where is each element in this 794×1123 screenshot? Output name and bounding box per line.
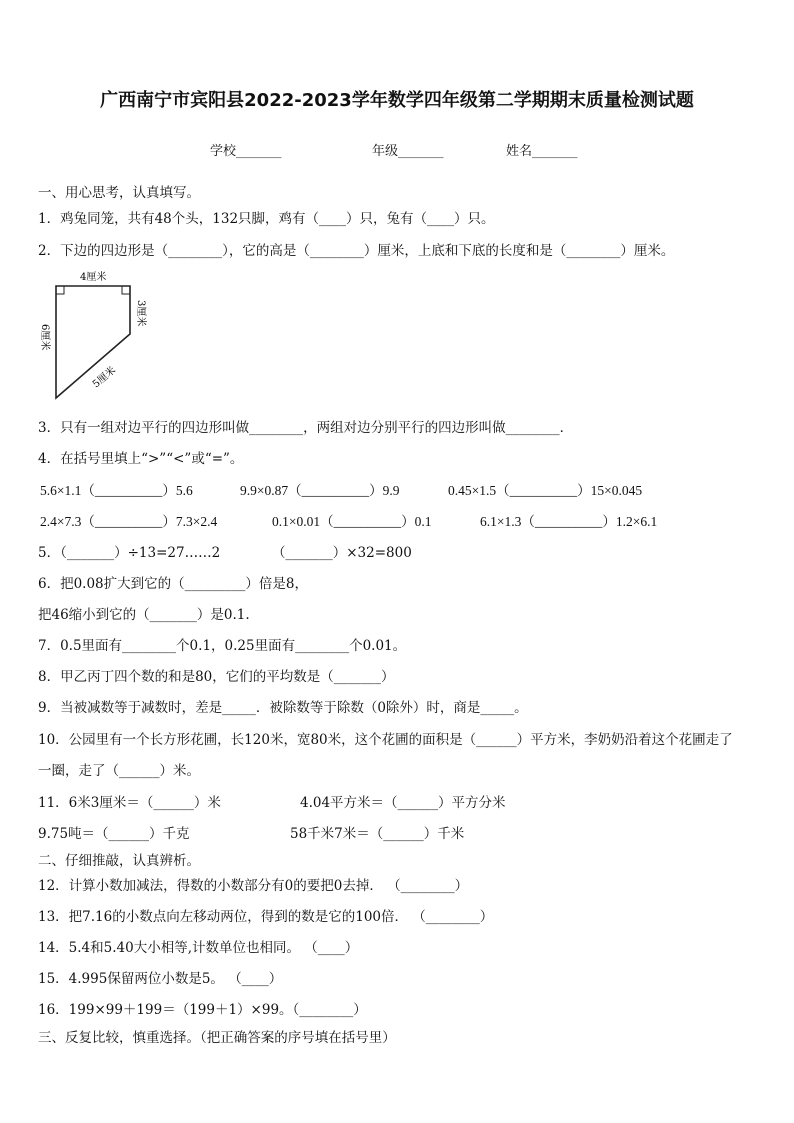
question-10b: 一圈，走了（______）米。 (38, 763, 200, 779)
question-1: 1．鸡兔同笼，共有48个头，132只脚，鸡有（____）只，兔有（____）只。 (38, 211, 495, 227)
question-14: 14．5.4和5.40大小相等,计数单位也相同。 （____） (38, 940, 359, 956)
question-6b: 把46缩小到它的（_______）是0.1. (38, 607, 250, 623)
compare-1-3: 0.45×1.5（__________）15×0.045 (448, 483, 643, 498)
question-6a: 6．把0.08扩大到它的（_________）倍是8， (38, 576, 308, 592)
compare-1-1: 5.6×1.1（__________）5.6 (40, 483, 193, 498)
question-11b: 4.04平方米＝（______）平方分米 (300, 795, 506, 811)
question-16: 16．199×99＋199＝（199＋1）×99。（________） (38, 1002, 367, 1018)
question-9: 9．当被减数等于减数时，差是_____．被除数等于除数（0除外）时，商是_____。 (38, 700, 528, 716)
question-5b: （_______）×32=800 (272, 545, 412, 561)
question-4: 4．在括号里填上“>”“<”或“=”。 (38, 451, 244, 467)
grade-field: 年级_______ (372, 144, 444, 159)
label-top: 4厘米 (80, 272, 107, 283)
label-left: 6厘米 (39, 324, 50, 351)
question-8: 8．甲乙丙丁四个数的和是80，它们的平均数是（_______） (38, 669, 395, 685)
question-13: 13．把7.16的小数点向左移动两位，得到的数是它的100倍． （________） (38, 909, 494, 925)
compare-1-2: 9.9×0.87（__________）9.9 (240, 483, 400, 498)
section-2-heading: 二、仔细推敲，认真辨析。 (38, 853, 200, 869)
compare-2-3: 6.1×1.3（__________）1.2×6.1 (480, 514, 658, 529)
question-11d: 58千米7米＝（______）千米 (290, 826, 465, 842)
compare-2-1: 2.4×7.3（__________）7.3×2.4 (40, 514, 218, 529)
question-11c: 9.75吨＝（______）千克 (38, 826, 190, 842)
question-15: 15．4.995保留两位小数是5。 （____） (38, 971, 283, 987)
question-2: 2．下边的四边形是（________），它的高是（________）厘米，上底和下底的长度和是（________）厘米。 (38, 243, 675, 259)
question-7: 7．0.5里面有________个0.1，0.25里面有________个0.01。 (38, 638, 407, 654)
label-right: 3厘米 (135, 300, 146, 327)
section-3-heading: 三、反复比较，慎重选择。（把正确答案的序号填在括号里） (38, 1030, 396, 1046)
question-11a: 11．6米3厘米＝（______）米 (38, 795, 221, 811)
question-3: 3．只有一组对边平行的四边形叫做________，两组对边分别平行的四边形叫做________． (38, 420, 574, 436)
school-field: 学校_______ (210, 144, 282, 159)
page-title: 广西南宁市宾阳县2022-2023学年数学四年级第二学期期末质量检测试题 (100, 90, 694, 111)
trapezoid-figure (36, 266, 166, 406)
section-1-heading: 一、用心思考，认真填写。 (38, 185, 200, 201)
label-slant: 5厘米 (90, 364, 119, 391)
question-12: 12．计算小数加减法，得数的小数部分有0的要把0去掉． （________） (38, 878, 469, 894)
question-10a: 10．公园里有一个长方形花圃，长120米，宽80米，这个花圃的面积是（______）平方米，李奶奶沿着这个花圃走了 (38, 732, 733, 748)
compare-2-2: 0.1×0.01（__________）0.1 (272, 514, 432, 529)
question-5a: 5．（_______）÷13=27……2 (38, 545, 221, 561)
name-field: 姓名_______ (506, 144, 578, 159)
